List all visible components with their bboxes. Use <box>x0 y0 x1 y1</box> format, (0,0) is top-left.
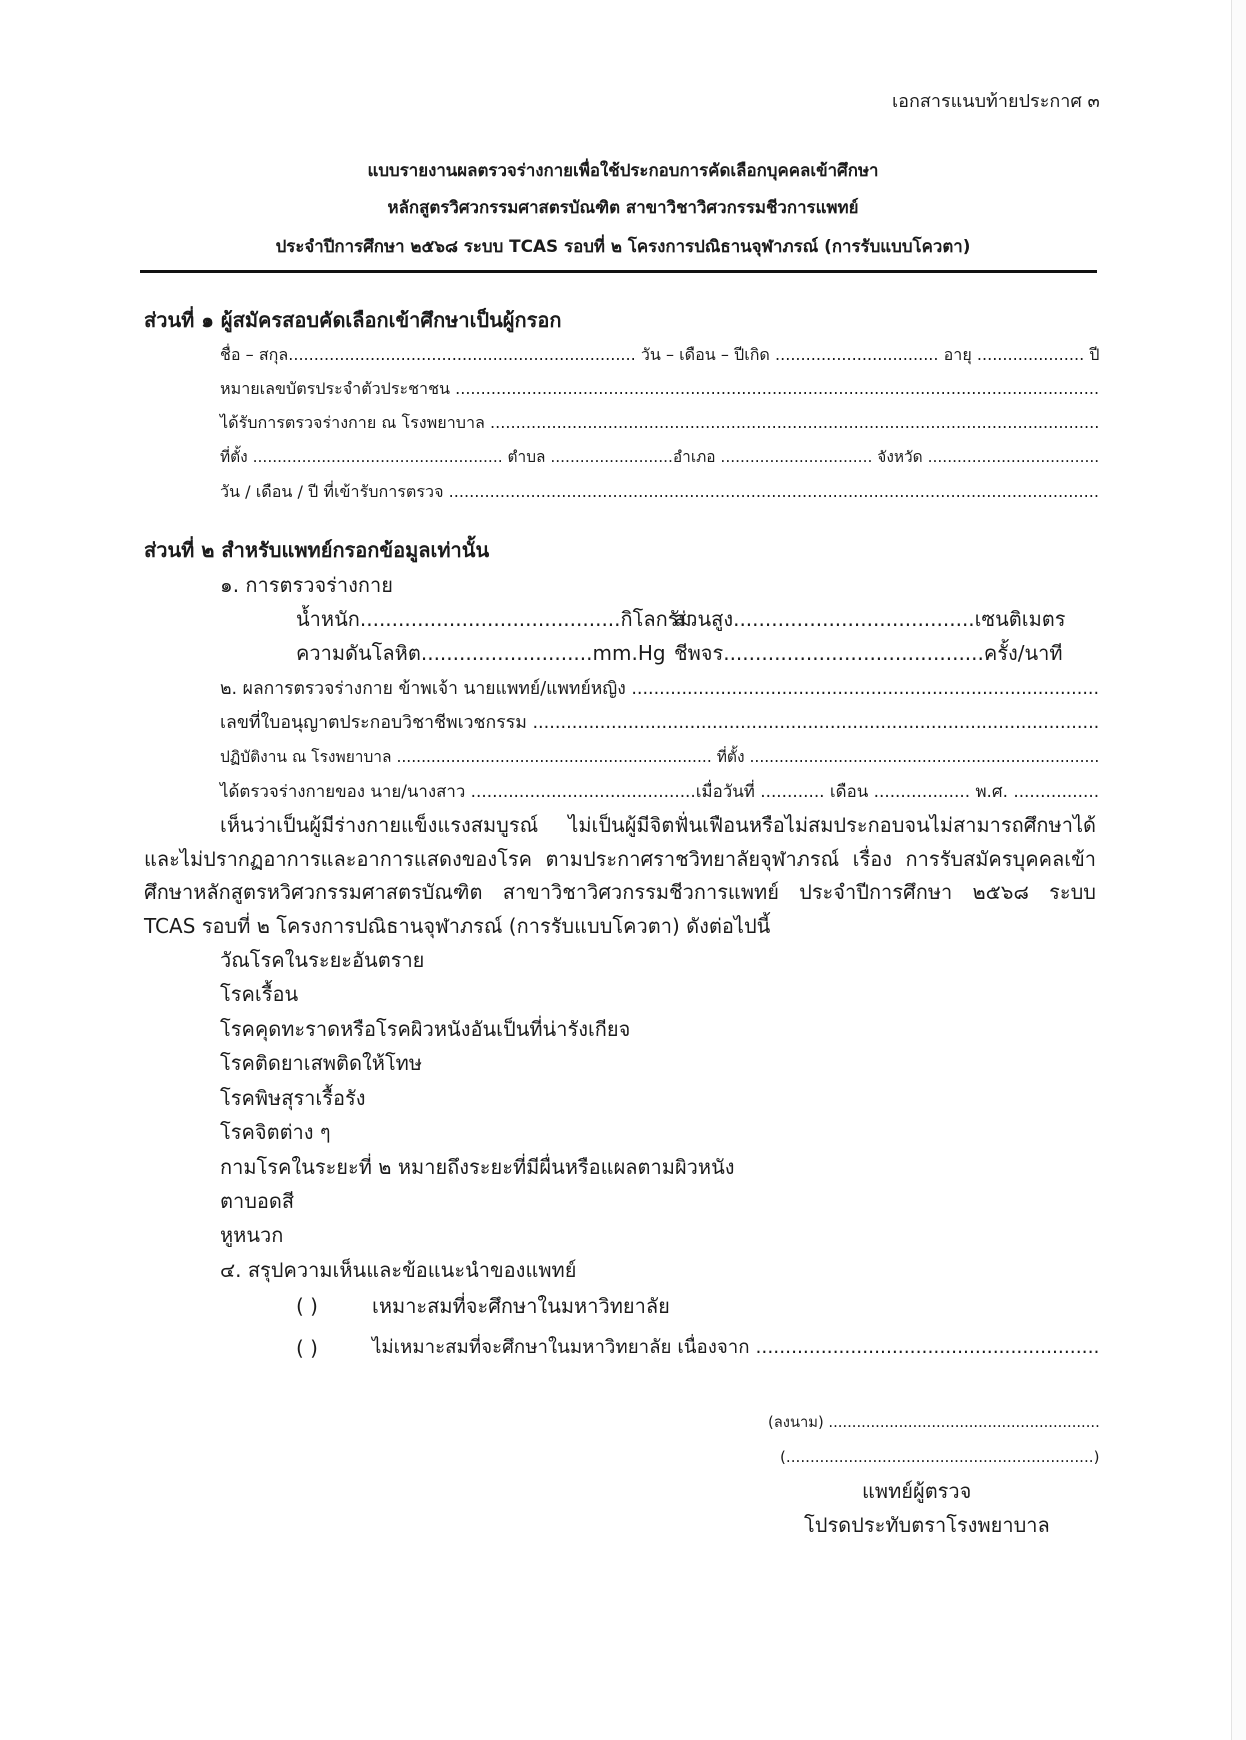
disease-item: หูหนวก <box>220 1223 284 1247</box>
pulse-field[interactable]: ชีพจร.........................................ครั้ง/นาที <box>674 641 1063 665</box>
examinee-date-field[interactable]: ได้ตรวจร่างกายของ นาย/นางสาว ..........................................เมื่อวันที่ ............ เดือน .................. พ.ศ. ................ <box>220 781 1100 801</box>
medical-statement: เห็นว่าเป็นผู้มีร่างกายแข็งแรงสมบูรณ์ ไม่เป็นผู้มีจิตฟั่นเฟือนหรือไม่สมประกอบจนไม่สามารถศึกษาได้ และไม่ปรากฏอาการและอาการแสดงของโรค ตามประกาศราชวิทยาลัยจุฬาภรณ์ เรื่อง การรับสมัครบุคคลเข้าศึกษาหลักสูตรหวิศวกรรมศาสตรบัณฑิต สาขาวิชาวิศวกรรมชีวการแพทย์ ประจำปีการศึกษา ๒๕๖๘ ระบบ TCAS รอบที่ ๒ โครงการปณิธานจุฬาภรณ์ (การรับแบบโควตา) ดังต่อไปนี้ <box>144 813 1096 939</box>
disease-item: โรคคุดทะราดหรือโรคผิวหนังอันเป็นที่น่ารังเกียจ <box>220 1017 631 1041</box>
unsuitable-option-label[interactable]: ไม่เหมาะสมที่จะศึกษาในมหาวิทยาลัย เนื่องจาก .......................................................... <box>372 1337 1100 1358</box>
physical-exam-heading: ๑. การตรวจร่างกาย <box>220 573 393 597</box>
form-title-line-2: หลักสูตรวิศวกรรมศาสตรบัณฑิต สาขาวิชาวิศวกรรมชีวการแพทย์ <box>387 197 859 217</box>
signer-name-line[interactable]: (................................................................) <box>780 1448 1100 1466</box>
unsuitable-checkbox[interactable]: ( ) <box>296 1336 318 1360</box>
citizen-id-field[interactable]: หมายเลขบัตรประจำตัวประชาชน .............................................................................................................................. <box>220 379 1100 398</box>
weight-field[interactable]: น้ำหนัก.........................................กิโลกรัม <box>296 607 692 631</box>
disease-item: โรคพิษสุราเรื้อรัง <box>220 1086 366 1110</box>
height-field[interactable]: ส่วนสูง......................................เซนติเมตร <box>674 607 1066 631</box>
disease-item: โรคจิตต่าง ๆ <box>220 1120 331 1144</box>
part2-heading: ส่วนที่ ๒ สำหรับแพทย์กรอกข้อมูลเท่านั้น <box>144 538 490 562</box>
suitable-option-label: เหมาะสมที่จะศึกษาในมหาวิทยาลัย <box>372 1294 670 1318</box>
page-right-edge <box>1231 0 1246 1740</box>
title-divider <box>140 270 1097 273</box>
doctor-hospital-field[interactable]: ปฏิบัติงาน ณ โรงพยาบาล ................................................................ ที่ตั้ง ....................................................................... <box>220 748 1100 766</box>
part1-heading: ส่วนที่ ๑ ผู้สมัครสอบคัดเลือกเข้าศึกษาเป็นผู้กรอก <box>144 308 562 332</box>
signer-role: แพทย์ผู้ตรวจ <box>862 1479 972 1503</box>
blood-pressure-field[interactable]: ความดันโลหิต...........................mm.Hg <box>296 641 666 665</box>
license-number-field[interactable]: เลขที่ใบอนุญาตประกอบวิชาชีพเวชกรรม ..................................................................................................... <box>220 713 1100 733</box>
disease-item: โรคเรื้อน <box>220 982 299 1006</box>
exam-date-field[interactable]: วัน / เดือน / ปี ที่เข้ารับการตรวจ ............................................................................................................................... <box>220 482 1099 501</box>
hospital-stamp-note: โปรดประทับตราโรงพยาบาล <box>804 1513 1050 1537</box>
doctor-name-field[interactable]: ๒. ผลการตรวจร่างกาย ข้าพเจ้า นายแพทย์/แพทย์หญิง .................................................................................... <box>220 679 1100 699</box>
disease-item: โรคติดยาเสพติดให้โทษ <box>220 1051 423 1075</box>
signature-line[interactable]: (ลงนาม) .......................................................... <box>768 1414 1100 1431</box>
form-title-line-3: ประจำปีการศึกษา ๒๕๖๘ ระบบ TCAS รอบที่ ๒ โครงการปณิธานจุฬาภรณ์ (การรับแบบโควตา) <box>275 236 971 256</box>
address-field[interactable]: ที่ตั้ง ................................................... ตำบล .........................อำเภอ ............................... จังหวัด ................................... <box>220 448 1100 466</box>
form-title-line-1: แบบรายงานผลตรวจร่างกายเพื่อใช้ประกอบการคัดเลือกบุคคลเข้าศึกษา <box>367 160 879 180</box>
disease-item: วัณโรคในระยะอันตราย <box>220 948 425 972</box>
summary-heading: ๔. สรุปความเห็นและข้อแนะนำของแพทย์ <box>220 1258 577 1282</box>
suitable-checkbox[interactable]: ( ) <box>296 1294 318 1318</box>
disease-item: กามโรคในระยะที่ ๒ หมายถึงระยะที่มีผื่นหรือแผลตามผิวหนัง <box>220 1155 735 1179</box>
disease-item: ตาบอดสี <box>220 1189 295 1213</box>
name-birthdate-age-field[interactable]: ชื่อ – สกุล.................................................................... วัน – เดือน – ปีเกิด ................................ อายุ ..................... ปี <box>220 345 1100 364</box>
attachment-label: เอกสารแนบท้ายประกาศ ๓ <box>892 91 1100 112</box>
hospital-field[interactable]: ได้รับการตรวจร่างกาย ณ โรงพยาบาล ....................................................................................................................... <box>220 413 1100 432</box>
